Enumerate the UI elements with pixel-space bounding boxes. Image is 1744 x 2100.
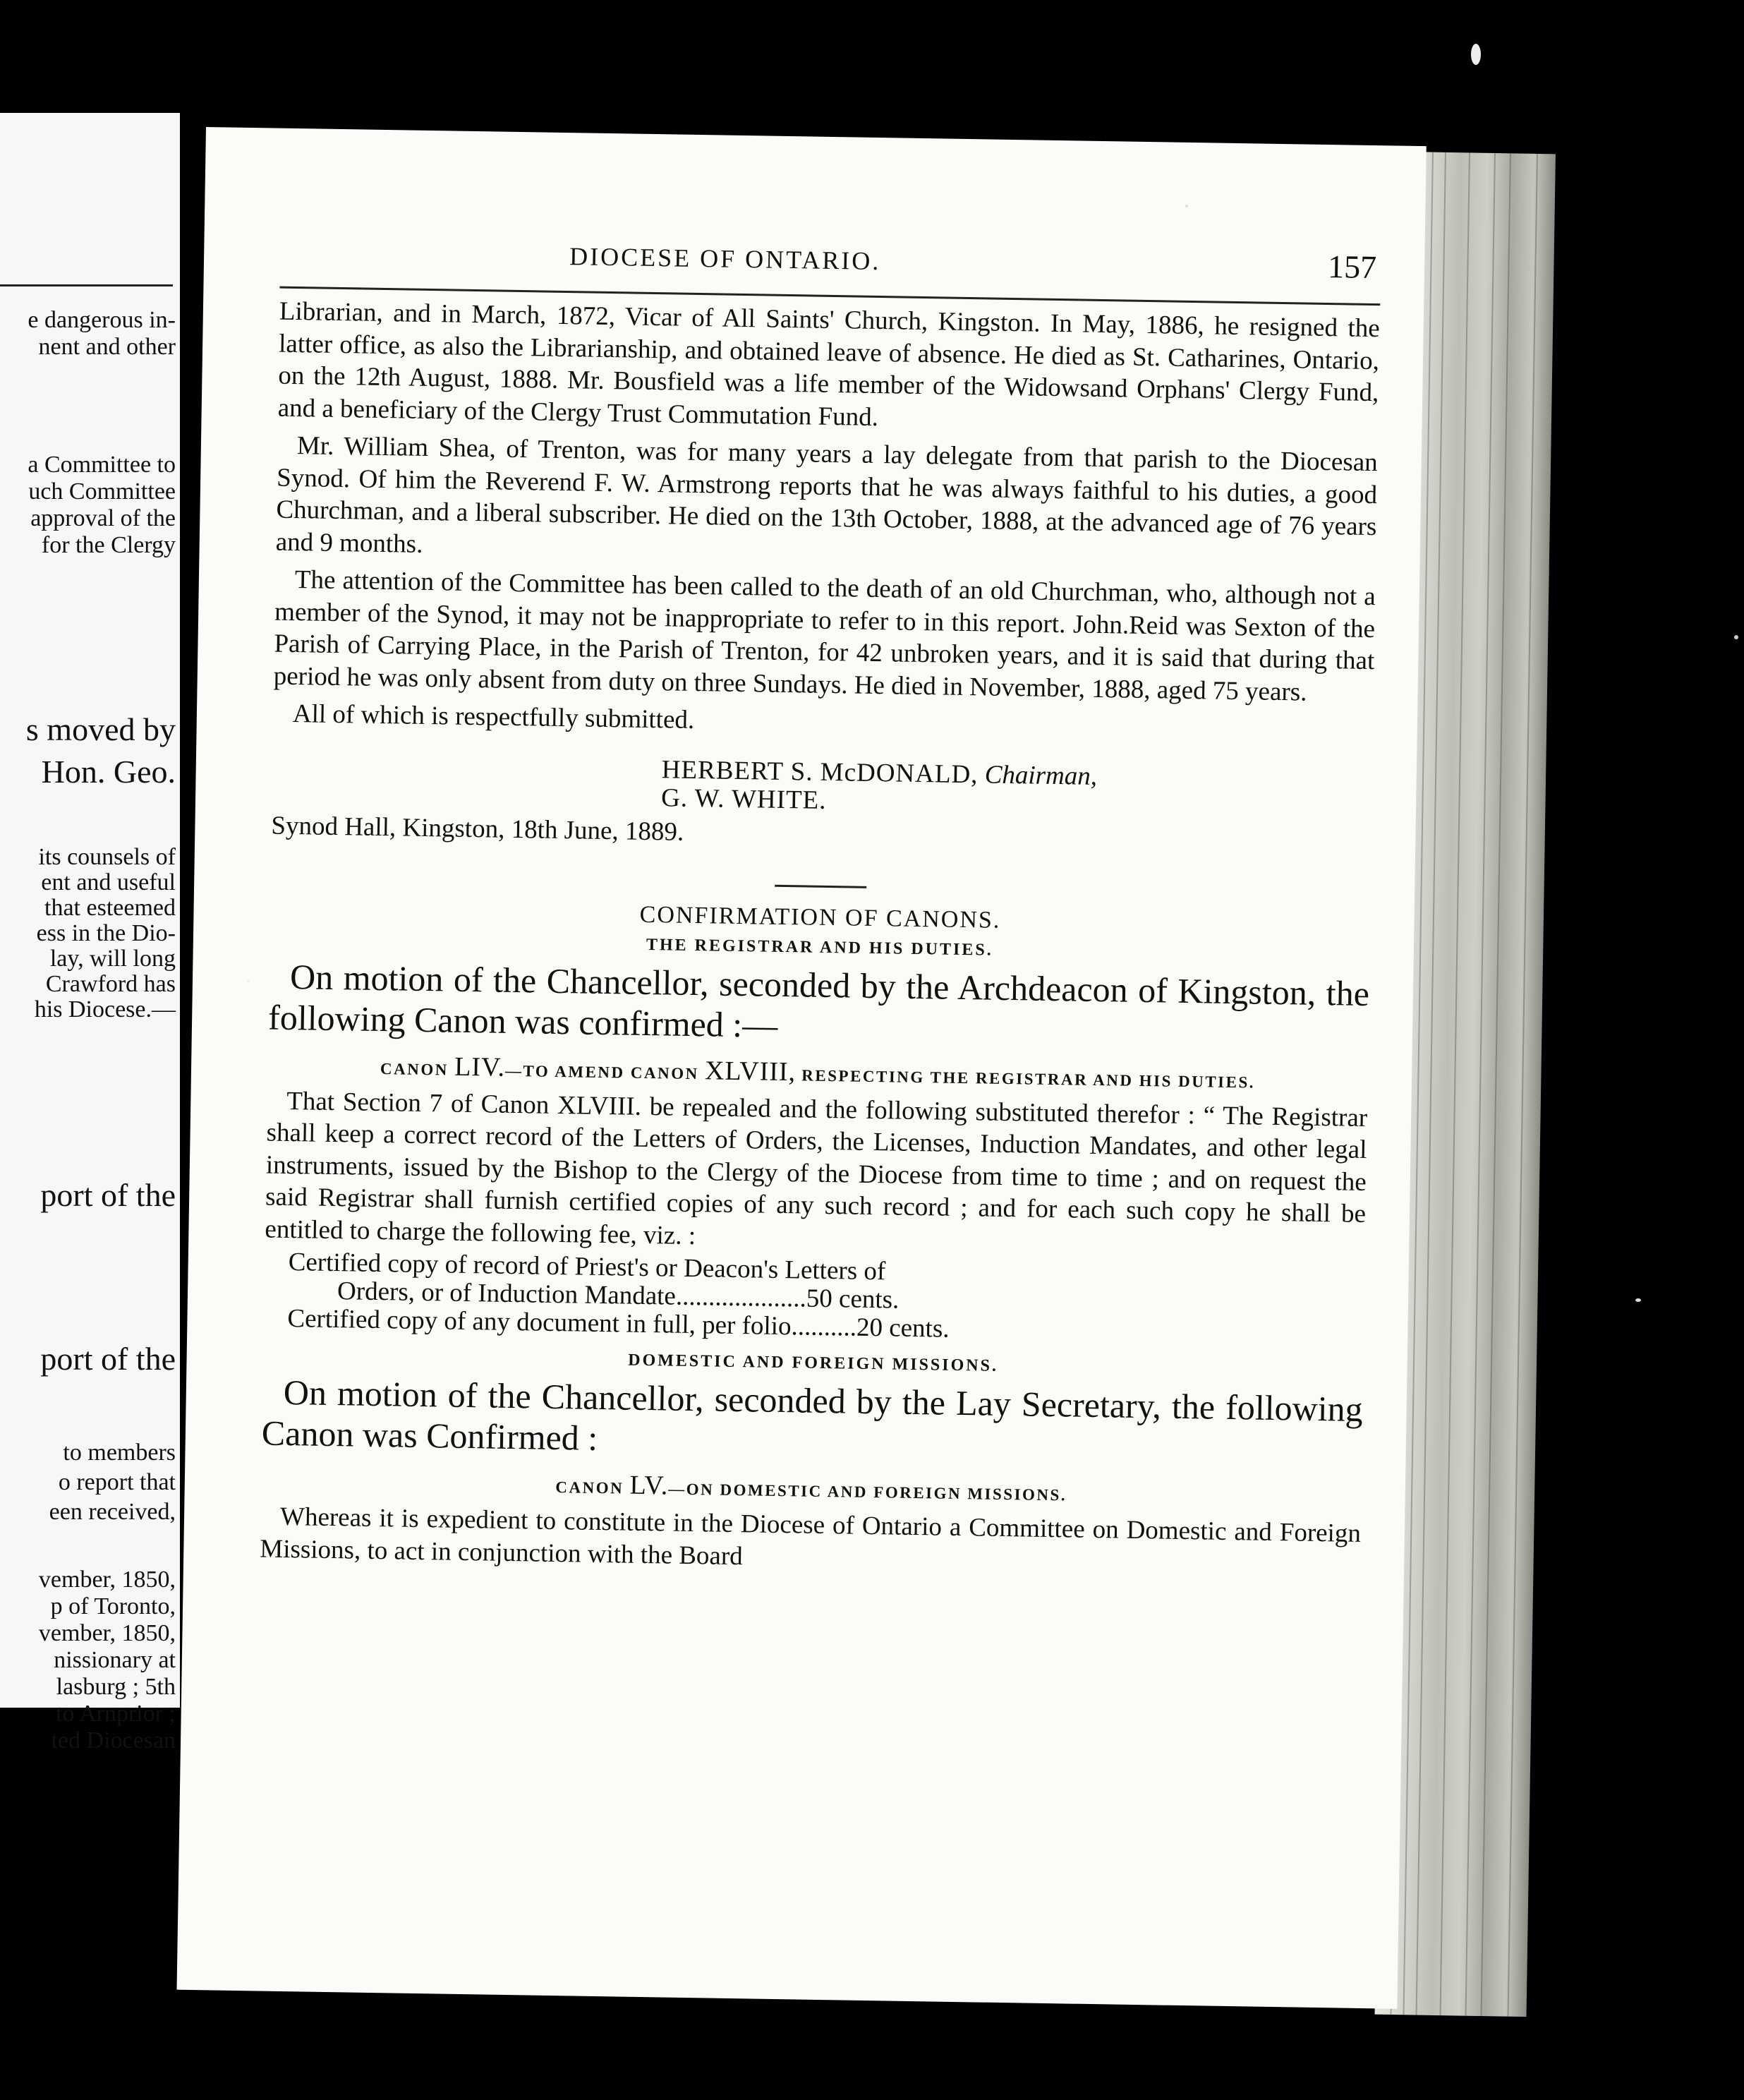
left-page-line: p of Toronto, — [50, 1593, 176, 1619]
left-page-line: to Arnprior ; — [56, 1701, 176, 1727]
fee-item-1: Orders, or of Induction Mandate — [337, 1277, 677, 1311]
left-page-line: o report that — [58, 1469, 176, 1495]
fee-row-1a: Certified copy of record of Priest's or Deacon's Letters of — [288, 1248, 886, 1286]
left-page-line: ess in the Dio- — [36, 920, 176, 946]
left-page-line: een received, — [49, 1499, 176, 1525]
left-page-line: approval of the — [30, 505, 176, 531]
left-page-line: s moved by — [25, 711, 176, 747]
left-page-line: port of the — [40, 1341, 176, 1377]
left-page-line: vember, 1850, — [38, 1620, 176, 1646]
left-page-rule — [0, 284, 173, 286]
page-header — [280, 231, 1381, 298]
second-signatory: G. W. WHITE. — [660, 783, 827, 815]
left-page-line: lay, will long — [49, 946, 176, 972]
fee-leader-1: .................... — [675, 1281, 807, 1313]
left-page-line: a Committee to — [28, 452, 176, 478]
left-page-line: that esteemed — [44, 895, 176, 921]
paragraph-submitted: All of which is respectfully submitted. — [292, 699, 695, 735]
section-divider — [775, 884, 866, 888]
paragraph-reid: The attention of the Committee has been called to the death of an old Churchman, who, although not a member of the Synod, it may not be inappropriate to refer to in this report. John.Reid was Sexton of the Parish of Carrying Place, in the Parish of Trenton, for 42 unbroken years, and it is said that during that period he was only absent from duty on three Sundays. He died in November, 1888, aged 75 years. — [273, 565, 1376, 707]
left-page-line: ent and useful — [41, 869, 176, 895]
paragraph-bousfield: Librarian, and in March, 1872, Vicar of All Saints' Church, Kingston. In May, 1886, he resigned the latter office, as also the Librarianship, and obtained leave of absence. He died as St. Catharines, Ontario, on the 12th August, 1888. Mr. Bousfield was a life member of the Widowsand Orphans' Clergy Fund, and a beneficiary of the Clergy Trust Commutation Fund. — [277, 296, 1381, 432]
left-page-line: lasburg ; 5th — [56, 1674, 176, 1700]
left-page-line: ted Diocesan — [51, 1727, 176, 1754]
canon-mid: —TO AMEND CANON — [504, 1061, 699, 1082]
canon-rest: RESPECTING THE REGISTRAR AND HIS DUTIES. — [801, 1066, 1256, 1092]
left-page-line: his Diocese.— — [34, 996, 176, 1022]
left-page-line: to members — [63, 1440, 176, 1466]
fee-amount-1: 50 cents. — [806, 1284, 900, 1315]
fee-schedule — [263, 1248, 1365, 1350]
fee-amount-2: 20 cents. — [856, 1312, 950, 1344]
left-page-line: vember, 1850, — [38, 1567, 176, 1593]
place-and-date: Synod Hall, Kingston, 18th June, 1889. — [271, 811, 684, 847]
chairman-name: HERBERT S. McDONALD, — [661, 754, 979, 789]
motion-missions: On motion of the Chancellor, seconded by the Lay Secretary, the following Canon was Confirmed : — [261, 1372, 1364, 1458]
left-page-line: Crawford has — [45, 971, 176, 997]
section-title: CONFIRMATION OF CANONS. — [639, 901, 1001, 934]
section2-subtitle: DOMESTIC AND FOREIGN MISSIONS. — [628, 1351, 999, 1375]
section-subtitle: THE REGISTRAR AND HIS DUTIES. — [646, 935, 993, 960]
canon2-number: LV. — [629, 1470, 669, 1501]
canon2-rest: —ON DOMESTIC AND FOREIGN MISSIONS. — [668, 1480, 1067, 1504]
left-page-line: port of the — [40, 1177, 176, 1213]
canon-liv-body: That Section 7 of Canon XLVIII. be repealed and the following substituted therefor : “ The Registrar shall keep a correct record of the Letters of Orders, the Licenses, Induction Mandates, and other legal instruments, issued by the Bishop to the Clergy of the Diocese from time to time ; and on request the said Registrar shall furnish certified copies of any such record ; and for each such copy he shall be entitled to charge the following fee, viz. : — [265, 1086, 1368, 1250]
page-number: 157 — [1327, 248, 1377, 286]
paragraph-shea: Mr. William Shea, of Trenton, was for many years a lay delegate from that parish to the Diocesan Synod. Of him the Reverend F. W. Armstrong reports that he was always faithful to his duties, a good Churchman, and a liberal subscriber. He died on the 13th October, 1888, at the advanced age of 76 years and 9 months. — [275, 431, 1379, 559]
motion-registrar: On motion of the Chancellor, seconded by the Archdeacon of Kingston, the following Canon was confirmed :— — [267, 956, 1370, 1045]
left-page-line: for the Clergy — [41, 532, 176, 558]
left-page-line: e dangerous in- — [28, 307, 176, 333]
chairman-role: Chairman, — [984, 759, 1098, 791]
fee-leader-2: .......... — [791, 1312, 857, 1342]
canon-reference: XLVIII, — [704, 1055, 797, 1087]
canon-prefix: CANON — [380, 1059, 449, 1079]
canon-lv-body: Whereas it is expedient to constitute in the Diocese of Ontario a Committee on Domestic and Foreign Missions, to act in conjunction with the Board — [260, 1502, 1362, 1571]
left-page-line: nissionary at — [54, 1647, 176, 1673]
left-page-line: nent and other — [38, 334, 176, 360]
left-page-line: uch Committee — [28, 478, 176, 505]
previous-page-fragment — [0, 113, 180, 1754]
left-page-line: its counsels of — [38, 844, 176, 870]
fee-item-2: Certified copy of any document in full, per folio — [287, 1304, 792, 1341]
page-157 — [177, 127, 1427, 2009]
running-head: DIOCESE OF ONTARIO. — [569, 242, 881, 276]
left-page-line: Hon. Geo. — [41, 754, 176, 790]
canon2-prefix: CANON — [555, 1478, 624, 1497]
page-content — [260, 231, 1381, 1582]
canon-number: LIV. — [454, 1051, 506, 1082]
